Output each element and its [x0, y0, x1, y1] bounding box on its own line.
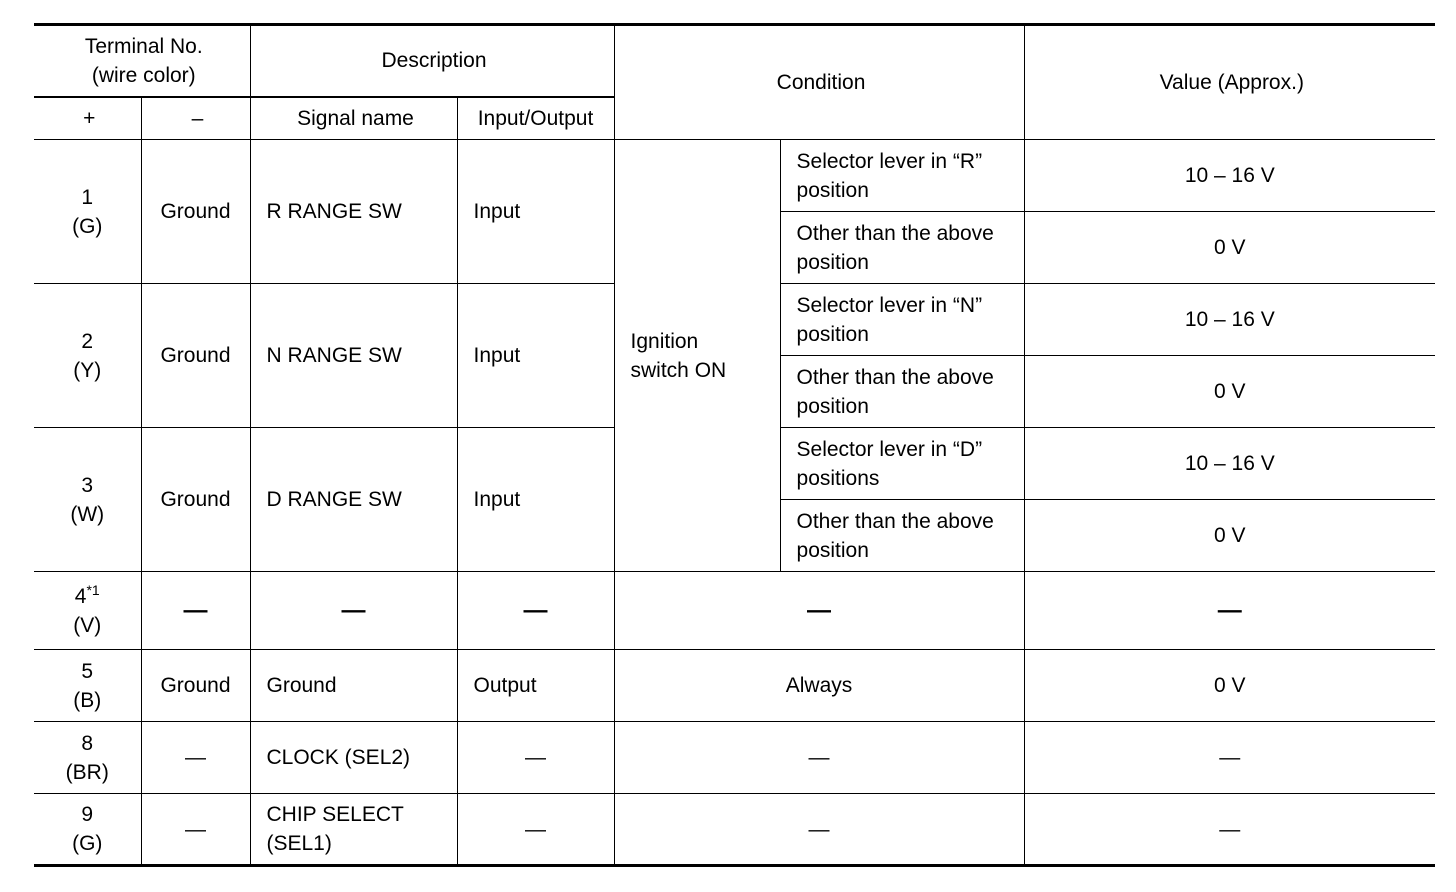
description-header: Description	[250, 25, 614, 97]
value-cell: 10 – 16 V	[1024, 284, 1435, 356]
minus-cell: Ground	[141, 140, 250, 284]
condition-cell: Selector lever in “D” positions	[780, 428, 1024, 500]
table-row	[34, 650, 1435, 722]
minus-cell: Ground	[141, 284, 250, 428]
value-cell: 0 V	[1024, 500, 1435, 572]
dash-cell: —	[614, 794, 1024, 866]
plus-header: +	[34, 97, 141, 140]
dash-cell: —	[141, 722, 250, 794]
signal-cell: CLOCK (SEL2)	[250, 722, 457, 794]
signal-name-header: Signal name	[250, 97, 457, 140]
footnote-marker: *1	[86, 581, 100, 598]
terminal-cell: 5 (B)	[34, 650, 141, 722]
signal-cell: R RANGE SW	[250, 140, 457, 284]
minus-header: –	[141, 97, 250, 140]
input-output-header: Input/Output	[457, 97, 614, 140]
header-row	[34, 25, 1435, 97]
terminal-spec-table	[34, 23, 1435, 867]
table-row	[34, 794, 1435, 866]
io-cell: Input	[457, 284, 614, 428]
terminal-cell: 1 (G)	[34, 140, 141, 284]
condition-cell: Selector lever in “R” position	[780, 140, 1024, 212]
condition-cell: Other than the above position	[780, 356, 1024, 428]
terminal-no-header: Terminal No. (wire color)	[34, 25, 250, 97]
dash-cell: —	[141, 572, 250, 650]
terminal-cell: 2 (Y)	[34, 284, 141, 428]
value-cell: 10 – 16 V	[1024, 428, 1435, 500]
dash-cell: —	[457, 722, 614, 794]
condition-header: Condition	[614, 25, 1024, 140]
value-cell: 0 V	[1024, 212, 1435, 284]
dash-cell: —	[457, 572, 614, 650]
condition-cell: Other than the above position	[780, 212, 1024, 284]
io-cell: Input	[457, 428, 614, 572]
terminal-cell: 8 (BR)	[34, 722, 141, 794]
dash-cell: —	[614, 572, 1024, 650]
dash-cell: —	[1024, 722, 1435, 794]
terminal-cell: 9 (G)	[34, 794, 141, 866]
dash-cell: —	[250, 572, 457, 650]
table-row	[34, 140, 1435, 212]
dash-cell: —	[1024, 572, 1435, 650]
ignition-condition-cell: Ignition switch ON	[614, 140, 780, 572]
dash-cell: —	[141, 794, 250, 866]
signal-cell: D RANGE SW	[250, 428, 457, 572]
signal-cell: Ground	[250, 650, 457, 722]
dash-cell: —	[1024, 794, 1435, 866]
minus-cell: Ground	[141, 650, 250, 722]
signal-cell: N RANGE SW	[250, 284, 457, 428]
condition-cell: Selector lever in “N” position	[780, 284, 1024, 356]
terminal-cell: 3 (W)	[34, 428, 141, 572]
dash-cell: —	[614, 722, 1024, 794]
minus-cell: Ground	[141, 428, 250, 572]
value-header: Value (Approx.)	[1024, 25, 1435, 140]
table-row	[34, 572, 1435, 650]
dash-cell: —	[457, 794, 614, 866]
table-row	[34, 722, 1435, 794]
terminal-cell: 4$^{*1}$ (V)	[34, 572, 141, 650]
signal-cell: CHIP SELECT (SEL1)	[250, 794, 457, 866]
value-cell: 0 V	[1024, 356, 1435, 428]
value-cell: 10 – 16 V	[1024, 140, 1435, 212]
io-cell: Input	[457, 140, 614, 284]
value-cell: 0 V	[1024, 650, 1435, 722]
io-cell: Output	[457, 650, 614, 722]
condition-cell: Other than the above position	[780, 500, 1024, 572]
condition-cell: Always	[614, 650, 1024, 722]
